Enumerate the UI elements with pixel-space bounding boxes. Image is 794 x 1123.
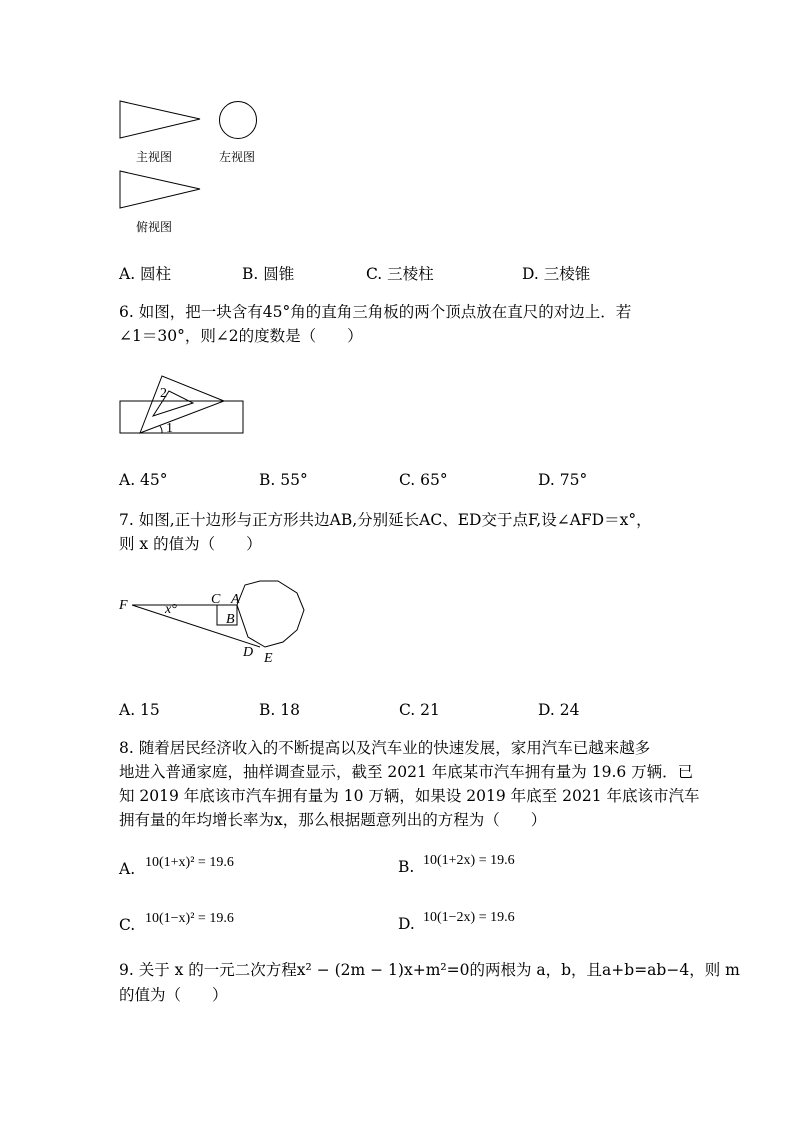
q8-option-d-label: D. [398,915,415,933]
q6-option-a: A. 45° [119,471,168,489]
q7-option-c: C. 21 [399,701,440,719]
q7-option-a: A. 15 [119,701,160,719]
front-view-caption: 主视图 [136,150,173,164]
point-F-label: F [119,598,128,613]
q6-stem-line1: 6. 如图，把一块含有45°角的直角三角板的两个顶点放在直尺的对边上．若 [119,303,632,321]
regular-decagon [237,581,304,647]
q5-option-d: D. 三棱锥 [522,265,591,283]
q7-option-d: D. 24 [538,701,580,719]
q6-option-d: D. 75° [538,471,588,489]
point-E-label: E [264,651,273,666]
angle-x-label: x° [165,602,177,617]
top-view-caption: 俯视图 [136,220,173,234]
q5-option-b: B. 圆锥 [242,265,295,283]
point-B-label: B [226,612,235,627]
q8-stem-line4: 拥有量的年均增长率为x，那么根据题意列出的方程为（ ） [119,811,547,829]
point-D-label: D [243,645,254,660]
left-view-caption: 左视图 [219,150,256,164]
q8-option-c-label: C. [119,916,136,934]
q7-option-b: B. 18 [259,701,300,719]
angle-1-label: 1 [166,421,173,436]
point-C-label: C [211,592,221,607]
q9-stem-line2: 的值为（ ） [119,986,228,1004]
q5-option-c: C. 三棱柱 [366,265,434,283]
q8-stem-line2: 地进入普通家庭，抽样调查显示，截至 2021 年底某市汽车拥有量为 19.6 万辆．已 [119,763,694,781]
q5-option-a: A. 圆柱 [119,265,172,283]
q7-stem-line2: 则 x 的值为（ ） [119,535,262,553]
q8-option-a-label: A. [119,860,136,878]
q8-option-b-label: B. [398,858,415,876]
q8-option-b-equation: 10(1+2x) = 19.6 [423,853,515,868]
q8-stem-line1: 8. 随着居民经济收入的不断提高以及汽车业的快速发展，家用汽车已越来越多 [119,739,651,757]
q6-option-c: C. 65° [399,471,448,489]
q8-stem-line3: 知 2019 年底该市汽车拥有量为 10 万辆，如果设 2019 年底至 2021 年底该市汽车 [119,787,700,805]
point-A-label: A [231,592,240,607]
q8-option-c-equation: 10(1−x)² = 19.6 [145,911,234,926]
angle-2-label: 2 [160,386,167,401]
q7-stem-line1: 7. 如图,正十边形与正方形共边AB,分别延长AC、ED交于点F,设∠AFD＝x°， [119,511,652,529]
q8-option-a-equation: 10(1+x)² = 19.6 [145,855,234,870]
q8-option-d-equation: 10(1−2x) = 19.6 [423,910,515,925]
q6-option-b: B. 55° [259,471,308,489]
q6-stem-line2: ∠1＝30°，则∠2的度数是（ ） [119,327,363,345]
q9-stem-line1: 9. 关于 x 的一元二次方程x² − (2m − 1)x+m²=0的两根为 a，b，且a+b=ab−4，则 m [119,961,740,979]
line-FD [132,605,260,647]
